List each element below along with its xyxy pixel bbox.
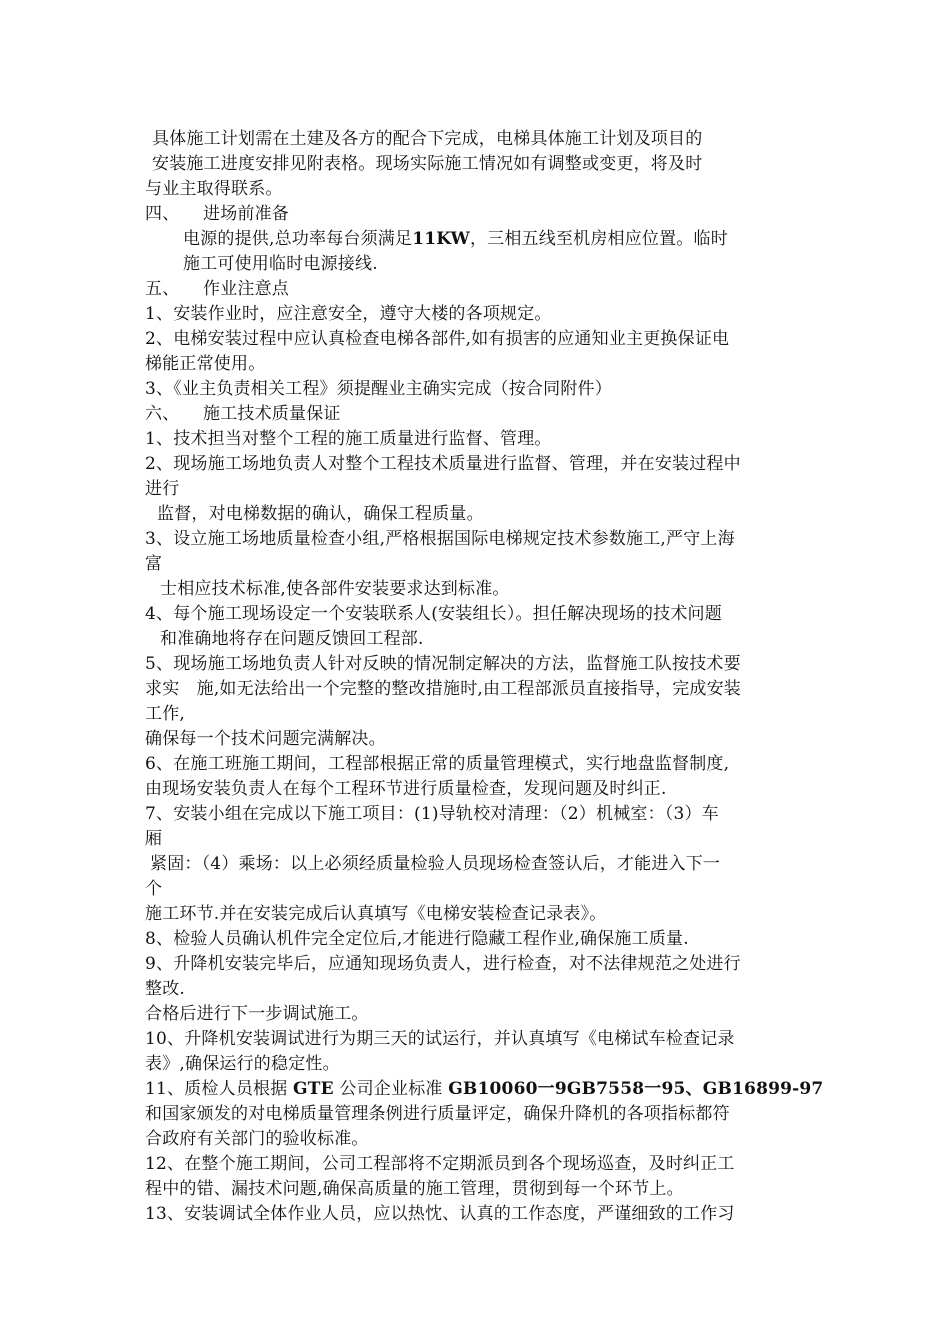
paragraph-line: 2、电梯安装过程中应认真检查电梯各部件,如有损害的应通知业主更换保证电	[145, 329, 730, 349]
paragraph-line: 监督，对电梯数据的确认，确保工程质量。	[157, 504, 484, 524]
paragraph-line: 7、安装小组在完成以下施工项目：(1)导轨校对清理：（2）机械室：（3）车	[145, 804, 719, 824]
paragraph-line: 3、设立施工场地质量检查小组,严格根据国际电梯规定技术参数施工,严守上海	[145, 529, 735, 549]
paragraph-line: 梯能正常使用。	[145, 354, 266, 374]
paragraph-line: 表》,确保运行的稳定性。	[145, 1054, 340, 1074]
paragraph-line: 和国家颁发的对电梯质量管理条例进行质量评定，确保升降机的各项指标都符	[145, 1104, 730, 1124]
standard-codes: GB10060一9GB7558一95、GB16899-97	[448, 1079, 824, 1099]
text-run: ，三相五线至机房相应位置。临时	[469, 229, 728, 249]
heading-number: 五、	[145, 279, 180, 299]
paragraph-line: 5、现场施工场地负责人针对反映的情况制定解决的方法，监督施工队按技术要	[145, 654, 741, 674]
paragraph-line: 士相应技术标准,使各部件安装要求达到标准。	[160, 579, 510, 599]
text-run: 11、质检人员根据	[145, 1079, 288, 1099]
paragraph-line: 个	[145, 879, 163, 899]
heading-number: 六、	[145, 404, 180, 424]
paragraph-line: 厢	[145, 829, 163, 849]
text-run: 公司企业标准	[339, 1079, 443, 1099]
heading-text: 作业注意点	[203, 279, 289, 299]
paragraph-line: 10、升降机安装调试进行为期三天的试运行，并认真填写《电梯试车检查记录	[145, 1029, 735, 1049]
heading-number: 四、	[145, 204, 180, 224]
paragraph-line: 工作,	[145, 704, 186, 724]
paragraph-line: 1、技术担当对整个工程的施工质量进行监督、管理。	[145, 429, 552, 449]
heading-text: 施工技术质量保证	[203, 404, 341, 424]
heading-text: 进场前准备	[203, 204, 289, 224]
power-value: 11KW	[412, 229, 470, 249]
section-heading-6	[145, 403, 341, 425]
paragraph-line: 8、检验人员确认机件完全定位后,才能进行隐藏工程作业,确保施工质量.	[145, 929, 689, 949]
paragraph-line: 求实 施,如无法给出一个完整的整改措施时,由工程部派员直接指导，完成安装	[145, 679, 742, 699]
paragraph-line: 具体施工计划需在土建及各方的配合下完成，电梯具体施工计划及项目的	[152, 129, 703, 149]
paragraph-line: 施工可使用临时电源接线.	[183, 254, 378, 274]
paragraph-line: 12、在整个施工期间，公司工程部将不定期派员到各个现场巡查，及时纠正工	[145, 1154, 735, 1174]
paragraph-line: 6、在施工班施工期间，工程部根据正常的质量管理模式，实行地盘监督制度,	[145, 754, 730, 774]
paragraph-line: 由现场安装负责人在每个工程环节进行质量检查，发现问题及时纠正.	[145, 779, 667, 799]
text-run: 电源的提供,总功率每台须满足	[183, 229, 413, 249]
paragraph-line: 富	[145, 554, 163, 574]
paragraph-line: 合政府有关部门的验收标准。	[145, 1129, 369, 1149]
paragraph-line: 与业主取得联系。	[145, 179, 283, 199]
paragraph-line: 进行	[145, 479, 180, 499]
paragraph-line: 整改.	[145, 979, 186, 999]
paragraph-line: 9、升降机安装完毕后，应通知现场负责人，进行检查，对不法律规范之处进行	[145, 954, 741, 974]
paragraph-line: 施工环节.并在安装完成后认真填写《电梯安装检查记录表》。	[145, 904, 607, 924]
paragraph-line: 1、安装作业时，应注意安全，遵守大楼的各项规定。	[145, 304, 552, 324]
section-heading-4	[145, 203, 289, 225]
paragraph-line: 安装施工进度安排见附表格。现场实际施工情况如有调整或变更，将及时	[152, 154, 703, 174]
paragraph-line: 确保每一个技术问题完满解决。	[145, 729, 386, 749]
paragraph-line: 3、《业主负责相关工程》须提醒业主确实完成（按合同附件）	[145, 379, 612, 399]
paragraph-line: 13、安装调试全体作业人员，应以热忱、认真的工作态度，严谨细致的工作习	[145, 1204, 735, 1224]
paragraph-line: 和准确地将存在问题反馈回工程部.	[160, 629, 424, 649]
paragraph-line	[145, 1078, 823, 1100]
paragraph-line: 4、每个施工现场设定一个安装联系人(安装组长）。担任解决现场的技术问题	[145, 604, 722, 624]
paragraph-line: 紧固：（4）乘场：以上必须经质量检验人员现场检查签认后，才能进入下一	[150, 854, 721, 874]
paragraph-line: 2、现场施工场地负责人对整个工程技术质量进行监督、管理，并在安装过程中	[145, 454, 741, 474]
section-heading-5	[145, 278, 289, 300]
paragraph-line: 程中的错、漏技术问题,确保高质量的施工管理，贯彻到每一个环节上。	[145, 1179, 684, 1199]
paragraph-line: 合格后进行下一步调试施工。	[145, 1004, 369, 1024]
paragraph-line	[183, 228, 728, 250]
company-code: GTE	[293, 1079, 334, 1099]
